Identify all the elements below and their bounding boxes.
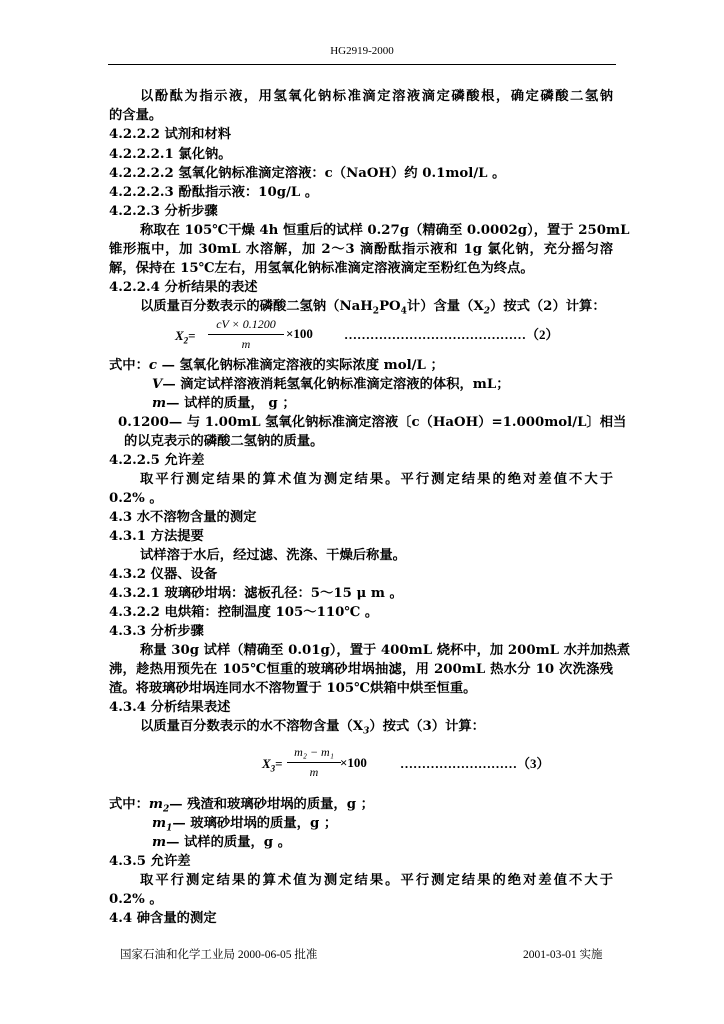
heading-4-3-2-1: 4.3.2.1 玻璃砂坩埚：滤板孔径：5～15 μ m 。 bbox=[109, 586, 403, 601]
heading-4-2-2-2-3: 4.2.2.2.3 酚酞指示液：10g/L 。 bbox=[109, 185, 319, 200]
formula-3-lhs: $X_3=$ bbox=[262, 756, 283, 774]
intro-line-2: 的含量。 bbox=[109, 108, 163, 123]
procedure2-line-2: 沸，趁热用预先在 105℃恒重的玻璃砂坩埚抽滤，用 200mL 热水分 10 次洗涤残 bbox=[109, 662, 613, 677]
heading-4-2-2-2-1: 4.2.2.2.1 氯化钠。 bbox=[109, 147, 232, 162]
heading-4-3-5: 4.3.5 允许差 bbox=[109, 854, 191, 869]
footer-implementation: 2001-03-01 实施 bbox=[523, 949, 603, 961]
where-m2: 式中：$m_2—$ 残渣和玻璃砂坩埚的质量，g ； bbox=[109, 797, 374, 815]
procedure-line-3: 解，保持在 15℃左右，用氢氧化钠标准滴定溶液滴定至粉红色为终点。 bbox=[109, 261, 534, 276]
where-c: 式中：c — 氢氧化钠标准滴定溶液的实际浓度 mol/L ； bbox=[109, 358, 444, 373]
heading-4-4: 4.4 砷含量的测定 bbox=[109, 911, 217, 926]
heading-4-3-2-2: 4.3.2.2 电烘箱：控制温度 105～110℃ 。 bbox=[109, 605, 379, 620]
tolerance2-line-2: 0.2% 。 bbox=[109, 892, 163, 907]
formula-3-number: ………………………（3） bbox=[400, 756, 550, 771]
formula-3-numerator: m₂ − m₁ bbox=[294, 745, 334, 759]
procedure-line-1: 称取在 105℃干燥 4h 恒重后的试样 0.27g（精确至 0.0002g），置于 250mL bbox=[140, 223, 630, 238]
footer-approval: 国家石油和化学工业局 2000-06-05 批准 bbox=[120, 949, 318, 961]
heading-4-3-2: 4.3.2 仪器、设备 bbox=[109, 567, 218, 582]
where-m1: $m_1—$ 玻璃砂坩埚的质量，g ； bbox=[152, 816, 338, 834]
formula-3-multiplier: ×100 bbox=[340, 755, 367, 770]
where-constant-cont: 的以克表示的磷酸二氢钠的质量。 bbox=[124, 434, 324, 449]
formula-2-intro: 以质量百分数表示的磷酸二氢钠（$NaH_2PO_4$计）含量$(X_2)$按式（2）计算： bbox=[140, 299, 606, 317]
formula-2-number: ……………………………………（2） bbox=[344, 327, 559, 342]
page-header-standard: HG2919-2000 bbox=[330, 45, 394, 57]
where-m: m— 试样的质量， g ； bbox=[152, 396, 296, 411]
tolerance-line-2: 0.2% 。 bbox=[109, 491, 163, 506]
formula-2-fraction-bar bbox=[208, 334, 284, 335]
header-rule bbox=[108, 64, 616, 65]
method-summary: 试样溶于水后，经过滤、洗涤、干燥后称量。 bbox=[140, 548, 406, 563]
tolerance-line-1: 取平行测定结果的算术值为测定结果。平行测定结果的绝对差值不大于 bbox=[140, 472, 613, 487]
heading-4-3-3: 4.3.3 分析步骤 bbox=[109, 624, 204, 639]
procedure-line-2: 锥形瓶中，加 30mL 水溶解，加 2～3 滴酚酞指示液和 1g 氯化钠，充分摇匀溶 bbox=[109, 242, 613, 257]
formula-3-denominator: m bbox=[309, 765, 319, 779]
formula-2-numerator: cV × 0.1200 bbox=[216, 317, 276, 331]
formula-2-denominator: m bbox=[241, 337, 251, 351]
where-constant: 0.1200— 与 1.00mL 氢氧化钠标准滴定溶液〔c（HaOH）=1.000mol/L〕相当 bbox=[118, 415, 627, 430]
procedure2-line-1: 称量 30g 试样（精确至 0.01g），置于 400mL 烧杯中，加 200mL 水并加热煮 bbox=[140, 643, 631, 658]
where-m-sample: m— 试样的质量，g 。 bbox=[152, 835, 292, 850]
procedure2-line-3: 渣。将玻璃砂坩埚连同水不溶物置于 105℃烘箱中烘至恒重。 bbox=[109, 681, 477, 696]
formula-2-multiplier: ×100 bbox=[286, 326, 313, 341]
tolerance2-line-1: 取平行测定结果的算术值为测定结果。平行测定结果的绝对差值不大于 bbox=[140, 873, 613, 888]
heading-4-2-2-2-2: 4.2.2.2.2 氢氧化钠标准滴定溶液：c（NaOH）约 0.1mol/L 。 bbox=[109, 166, 506, 181]
formula-2-lhs: $X_2=$ bbox=[175, 328, 196, 346]
heading-4-3-1: 4.3.1 方法提要 bbox=[109, 529, 204, 544]
heading-4-2-2-3: 4.2.2.3 分析步骤 bbox=[109, 204, 218, 219]
formula-3-intro: 以质量百分数表示的水不溶物含量$(X_3)$按式（3）计算： bbox=[140, 719, 485, 737]
heading-4-2-2-2: 4.2.2.2 试剂和材料 bbox=[109, 127, 232, 142]
heading-4-3: 4.3 水不溶物含量的测定 bbox=[109, 510, 257, 525]
heading-4-2-2-5: 4.2.2.5 允许差 bbox=[109, 453, 205, 468]
heading-4-3-4: 4.3.4 分析结果表述 bbox=[109, 700, 231, 715]
where-V: V— 滴定试样溶液消耗氢氧化钠标准滴定溶液的体积，mL； bbox=[152, 377, 510, 392]
formula-3-fraction-bar bbox=[287, 762, 341, 763]
intro-line-1: 以酚酞为指示液，用氢氧化钠标准滴定溶液滴定磷酸根，确定磷酸二氢钠 bbox=[140, 89, 613, 104]
heading-4-2-2-4: 4.2.2.4 分析结果的表述 bbox=[109, 280, 258, 295]
